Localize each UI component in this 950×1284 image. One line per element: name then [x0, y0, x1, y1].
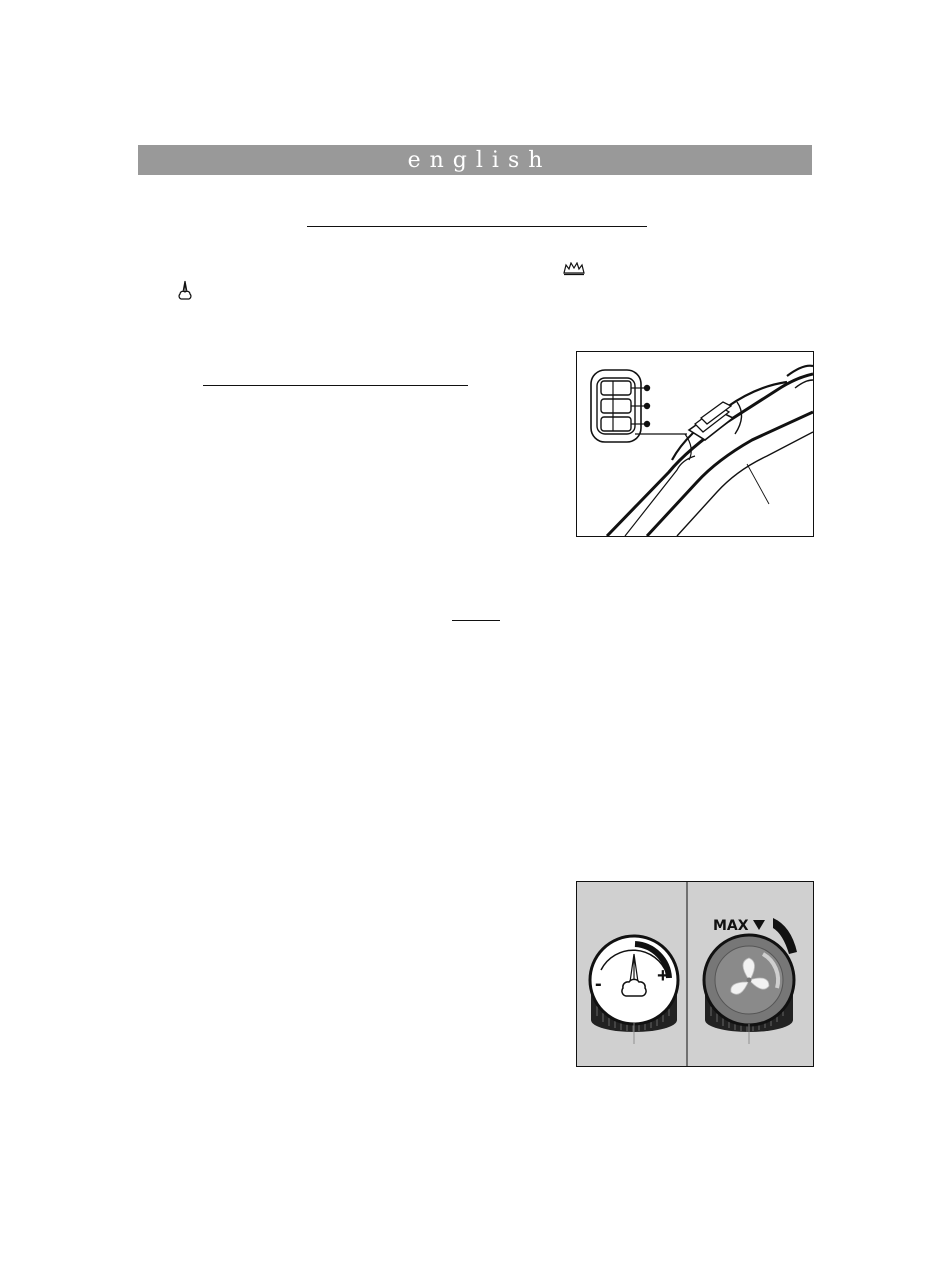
max-label: MAX	[713, 918, 749, 934]
crown-icon	[562, 262, 586, 276]
steam-dial[interactable]	[590, 936, 678, 1044]
svg-text:-: -	[595, 973, 602, 995]
language-banner	[138, 145, 812, 175]
svg-text:+: +	[657, 965, 669, 987]
language-label: english	[407, 147, 552, 173]
inline-heading-rule	[452, 620, 500, 621]
steam-cloud-icon	[175, 280, 195, 302]
subsection-heading-rule	[203, 385, 468, 386]
handle-buttons-figure	[576, 351, 814, 537]
section-heading-rule	[307, 226, 647, 227]
dials-figure	[576, 881, 814, 1067]
